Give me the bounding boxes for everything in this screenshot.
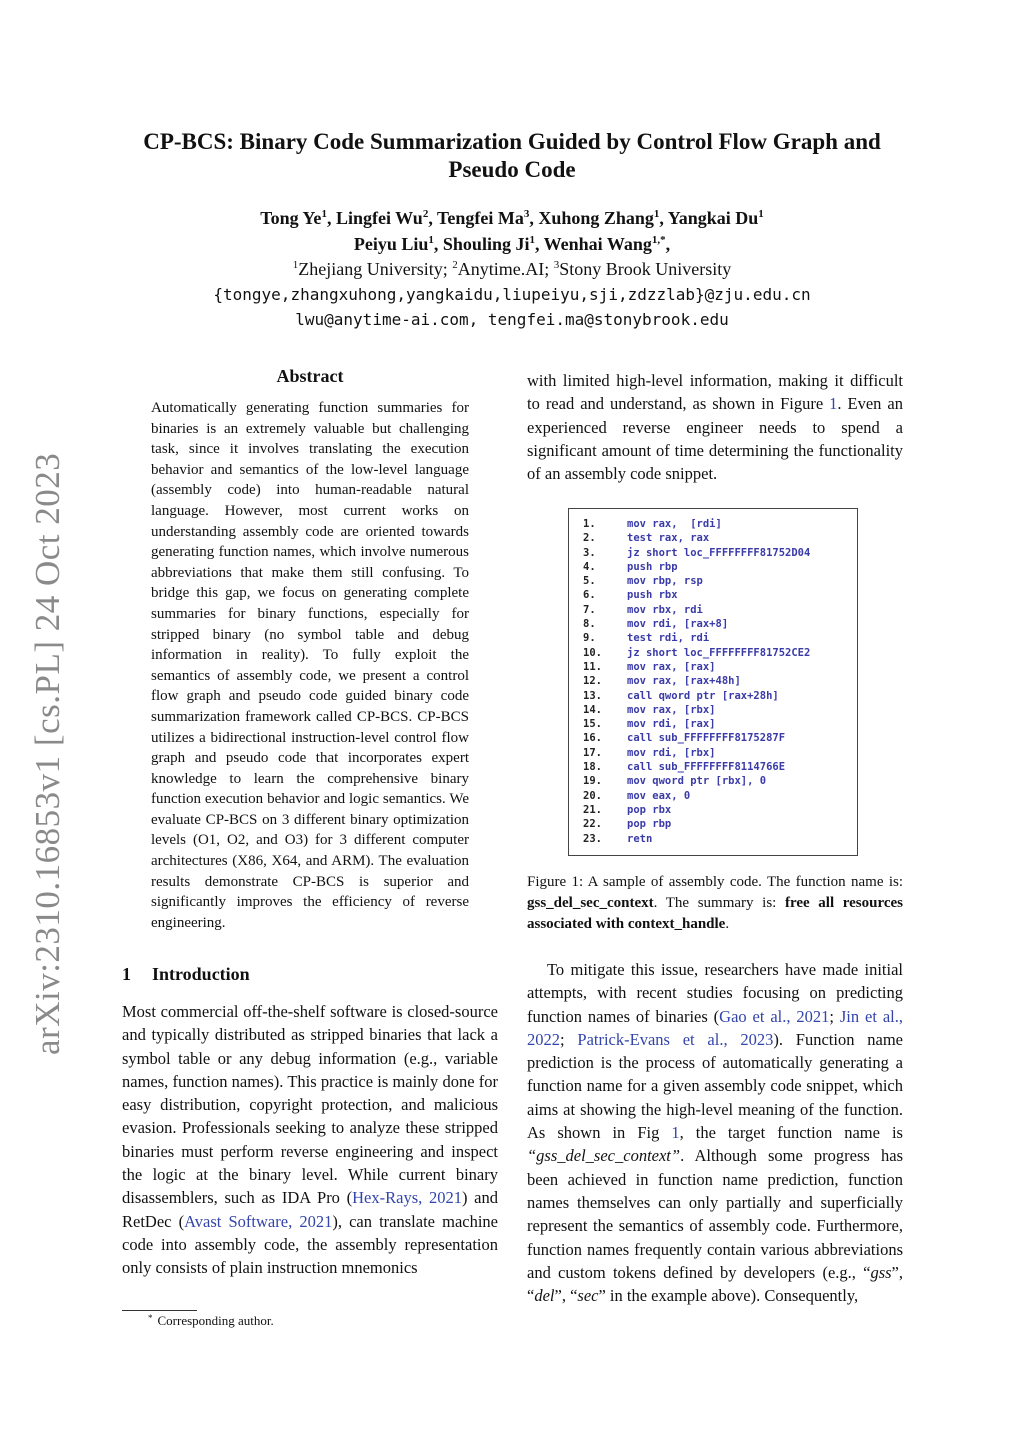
instruction: jz short loc_FFFFFFFF81752D04	[627, 546, 811, 559]
line-number: 22.	[583, 818, 602, 831]
line-number: 6.	[583, 589, 596, 602]
code-line	[583, 546, 810, 560]
right-column-paragraph: with limited high-level information, making it difficult to read and understand, as shown in Figure 1. Even an experienced reverse engineer needs to spend a significant amount of time determining the functionality of an assembly code snippet.	[527, 371, 903, 484]
code-line	[583, 717, 810, 731]
author-line-1: Tong Ye$^1$, Lingfei Wu$^2$, Tengfei Ma$^3$, Xuhong Zhang$^1$, Yangkai Du$^1$	[260, 208, 764, 228]
code-line	[583, 789, 810, 803]
line-number: 2.	[583, 532, 596, 545]
code-line	[583, 574, 810, 588]
author-list	[100, 205, 924, 257]
figure-1-ref-link-2[interactable]: 1	[671, 1123, 680, 1143]
citation-gao[interactable]: Gao et al., 2021	[719, 1006, 830, 1026]
instruction: mov rax, [rdi]	[627, 518, 722, 530]
code-line	[583, 817, 810, 831]
instruction: call sub_FFFFFFFF8175287F	[627, 732, 786, 745]
instruction: pop rbx	[627, 803, 672, 816]
instruction: mov rax, [rax]	[627, 660, 716, 673]
line-number: 9.	[583, 632, 596, 645]
paper-title	[100, 128, 924, 184]
line-number: 4.	[583, 560, 596, 573]
code-line	[583, 689, 810, 703]
line-number: 8.	[583, 618, 596, 631]
author-line-2: Peiyu Liu$^1$, Shouling Ji$^1$, Wenhai Wang$^{1,*}$,	[353, 234, 671, 254]
code-line	[583, 646, 810, 660]
citation-hex-rays[interactable]: Hex-Rays, 2021	[352, 1188, 462, 1208]
introduction-paragraph: Most commercial off-the-shelf software is closed-source and typically distributed as stripped binaries that lack a symbol table or any debug information (e.g., variable names, function names). This practice is mainly done for easy distribution, copyright protection, and malicious evasion. Professionals seeking to analyze these stripped binaries must perform reverse engineering and inspect the logic at the binary level. While current binary disassemblers, such as IDA Pro (Hex-Rays, 2021) and RetDec (Avast Software, 2021), can translate machine code into assembly code, the assembly representation only consists of plain instruction mnemonics	[122, 1002, 498, 1278]
figure-1-ref-link[interactable]: 1	[829, 394, 838, 414]
line-number: 16.	[583, 732, 602, 745]
instruction: mov eax, 0	[627, 789, 691, 802]
code-listing	[583, 517, 810, 846]
line-number: 17.	[583, 746, 602, 759]
code-line	[583, 760, 810, 774]
line-number: 3.	[583, 546, 596, 559]
instruction: jz short loc_FFFFFFFF81752CE2	[627, 646, 811, 659]
instruction: mov rax, [rbx]	[627, 703, 716, 716]
code-line	[583, 617, 810, 631]
affiliations: $^1$Zhejiang University; $^2$Anytime.AI; $^3$Stony Brook University	[292, 259, 732, 279]
instruction: mov rax, [rax+48h]	[627, 675, 741, 688]
email-line-1: {tongye,zhangxuhong,yangkaidu,liupeiyu,sji,zdzzlab}@zju.edu.cn	[213, 285, 811, 304]
code-line	[583, 832, 810, 846]
title-line-1: CP-BCS: Binary Code Summarization Guided by Control Flow Graph and	[143, 129, 881, 154]
code-line	[583, 774, 810, 788]
instruction: mov rdi, [rax]	[627, 718, 716, 731]
mitigation-paragraph: To mitigate this issue, researchers have made initial attempts, with recent studies focusing on predicting function names of binaries (Gao et al., 2021; Jin et al., 2022; Patrick-Evans et al., 2023). Function name prediction is the process of automatically generating a function name for a given assembly code snippet, which aims at showing the high-level meaning of the function. As shown in Fig 1, the target function name is “gss_del_sec_context”. Although some progress has been achieved in function name prediction, function names themselves can only partially and superficially represent the semantics of assembly code. Furthermore, function names frequently contain various abbreviations and custom tokens defined by developers (e.g., “gss”, “del”, “sec” in the example above). Consequently,	[527, 960, 903, 1306]
instruction: test rdi, rdi	[627, 632, 710, 645]
instruction: push rbp	[627, 560, 678, 573]
instruction: mov rdi, [rax+8]	[627, 618, 729, 631]
code-line	[583, 517, 810, 531]
figure-1-caption: Figure 1: A sample of assembly code. The function name is: gss_del_sec_context. The summary is: free all resources associated with context_handle.	[527, 874, 903, 932]
line-number: 10.	[583, 646, 602, 659]
line-number: 23.	[583, 832, 602, 845]
instruction: pop rbp	[627, 818, 672, 831]
arxiv-stamp: arXiv:2310.16853v1 [cs.PL] 24 Oct 2023	[28, 452, 67, 1055]
citation-patrick-evans[interactable]: Patrick-Evans et al., 2023	[577, 1029, 774, 1049]
instruction: mov rbp, rsp	[627, 575, 703, 588]
abstract-body: Automatically generating function summaries for binaries is an extremely valuable but challenging task, since it involves translating the execution behavior and semantics of the low-level language (assembly code) into human-readable natural language. However, most current works on understanding assembly code are oriented towards generating function names, which involve numerous abbreviations that make them still confusing. To bridge this gap, we focus on generating complete summaries for binary functions, especially for stripped binary (no symbol table and debug information in reality). To fully exploit the semantics of assembly code, we present a control flow graph and pseudo code guided binary code summarization framework called CP-BCS. CP-BCS utilizes a bidirectional instruction-level control flow graph and pseudo code that incorporates expert knowledge to learn the comprehensive binary function execution behavior and logic semantics. We evaluate CP-BCS on 3 different binary optimization levels (O1, O2, and O3) for 3 different computer architectures (X86, X64, and ARM). The evaluation results demonstrate CP-BCS is superior and significantly improves the efficiency of reverse engineering.	[151, 400, 469, 931]
instruction: call qword ptr [rax+28h]	[627, 689, 779, 702]
instruction: test rax, rax	[627, 532, 710, 545]
citation-jin[interactable]: Jin et al., 2022	[527, 1006, 903, 1049]
line-number: 11.	[583, 660, 602, 673]
author-emails	[100, 282, 924, 332]
footnote: * Corresponding author.	[148, 1313, 274, 1328]
code-line	[583, 803, 810, 817]
instruction: call sub_FFFFFFFF8114766E	[627, 761, 786, 774]
line-number: 14.	[583, 703, 602, 716]
code-line	[583, 588, 810, 602]
code-line	[583, 603, 810, 617]
line-number: 18.	[583, 761, 602, 774]
instruction: mov rbx, rdi	[627, 603, 703, 616]
line-number: 13.	[583, 689, 602, 702]
section-heading-introduction: 1 Introduction	[122, 964, 250, 984]
abstract-heading: Abstract	[276, 366, 344, 386]
assembly-code-figure	[568, 508, 858, 856]
code-line	[583, 746, 810, 760]
line-number: 15.	[583, 718, 602, 731]
instruction: mov rdi, [rbx]	[627, 746, 716, 759]
footnote-divider	[122, 1310, 197, 1311]
line-number: 7.	[583, 603, 596, 616]
line-number: 5.	[583, 575, 596, 588]
code-line	[583, 674, 810, 688]
code-line	[583, 660, 810, 674]
title-line-2: Pseudo Code	[448, 157, 576, 182]
email-line-2: lwu@anytime-ai.com, tengfei.ma@stonybrook.edu	[295, 310, 729, 329]
code-line	[583, 531, 810, 545]
code-line	[583, 560, 810, 574]
citation-avast[interactable]: Avast Software, 2021	[184, 1211, 333, 1231]
code-line	[583, 731, 810, 745]
code-line	[583, 631, 810, 645]
code-line	[583, 703, 810, 717]
line-number: 21.	[583, 803, 602, 816]
instruction: push rbx	[627, 589, 678, 602]
line-number: 20.	[583, 789, 602, 802]
line-number: 12.	[583, 675, 602, 688]
instruction: mov qword ptr [rbx], 0	[627, 775, 767, 788]
line-number: 19.	[583, 775, 602, 788]
instruction: retn	[627, 832, 653, 845]
line-number: 1.	[583, 518, 596, 530]
